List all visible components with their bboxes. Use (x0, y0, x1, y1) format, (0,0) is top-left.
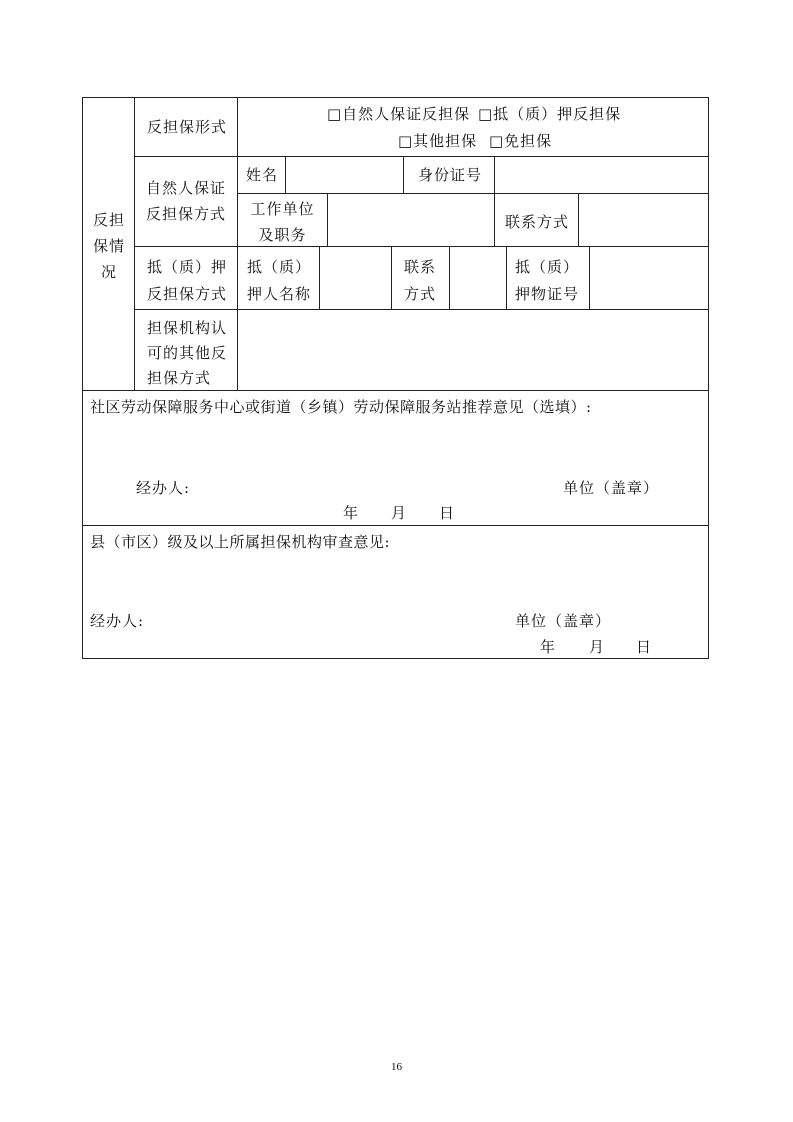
pledge-label-line: 反担保方式 (147, 285, 228, 303)
county-opinion-input[interactable] (90, 556, 700, 608)
col-divider (449, 246, 450, 309)
county-date-month: 月 (589, 638, 606, 656)
collateral-cert-input[interactable] (591, 248, 706, 307)
contact-input[interactable] (580, 195, 706, 244)
pledge-contact-input[interactable] (451, 248, 504, 307)
row-divider (83, 390, 708, 391)
community-unit-label: 单位（盖章） (563, 479, 660, 497)
section-label-line: 况 (100, 263, 117, 281)
row-divider (134, 246, 708, 247)
pledgor-name-label-line: 押人名称 (247, 285, 312, 303)
pledgor-name-input[interactable] (321, 248, 389, 307)
col-divider (134, 98, 135, 390)
community-date-day: 日 (439, 504, 456, 522)
option-pledge[interactable]: □抵（质）押反担保 (478, 105, 622, 123)
county-date-day: 日 (636, 638, 653, 656)
col-divider (327, 193, 328, 246)
county-unit-label: 单位（盖章） (515, 612, 612, 630)
community-date-month: 月 (391, 504, 408, 522)
natural-person-label-line: 反担保方式 (145, 205, 226, 223)
community-handler-label: 经办人: (136, 479, 191, 497)
id-number-label: 身份证号 (418, 166, 483, 184)
pledge-contact-label-line: 方式 (404, 285, 437, 303)
row-divider (134, 156, 708, 157)
col-divider (589, 246, 590, 309)
form-type-label: 反担保形式 (147, 118, 228, 136)
work-unit-label-line: 工作单位 (250, 200, 315, 218)
section-label-line: 反担 (92, 211, 125, 229)
row-divider (83, 525, 708, 526)
pledgor-name-label-line: 抵（质） (247, 258, 312, 276)
pledge-label-line: 抵（质）押 (147, 258, 228, 276)
id-number-input[interactable] (496, 158, 706, 191)
col-divider (391, 246, 392, 309)
collateral-cert-label-line: 抵（质） (515, 258, 580, 276)
county-date-year: 年 (540, 638, 557, 656)
community-opinion-input[interactable] (90, 420, 700, 475)
row-divider (134, 309, 708, 310)
row-divider (237, 193, 708, 194)
page-number: 16 (391, 1061, 402, 1073)
county-handler-label: 经办人: (90, 612, 145, 630)
name-input[interactable] (287, 158, 401, 191)
col-divider (403, 156, 404, 193)
other-method-input[interactable] (239, 311, 706, 388)
col-divider (494, 156, 495, 193)
community-opinion-heading: 社区劳动保障服务中心或街道（乡镇）劳动保障服务站推荐意见（选填）: (90, 398, 592, 416)
community-date-year: 年 (343, 504, 360, 522)
pledge-contact-label-line: 联系 (404, 258, 437, 276)
col-divider (578, 193, 579, 246)
natural-person-label-line: 自然人保证 (145, 179, 226, 197)
contact-label: 联系方式 (505, 213, 570, 231)
other-method-label-line: 担保方式 (147, 369, 212, 387)
collateral-cert-label-line: 押物证号 (515, 285, 580, 303)
name-label: 姓名 (246, 166, 279, 184)
option-natural-person[interactable]: □自然人保证反担保 (327, 105, 471, 123)
option-other[interactable]: □其他担保 (398, 132, 478, 150)
other-method-label-line: 担保机构认 (147, 319, 228, 337)
col-divider (285, 156, 286, 193)
col-divider (319, 246, 320, 309)
work-unit-input[interactable] (329, 195, 492, 244)
other-method-label-line: 可的其他反 (147, 344, 228, 362)
option-none[interactable]: □免担保 (489, 132, 553, 150)
county-opinion-heading: 县（市区）级及以上所属担保机构审查意见: (90, 533, 391, 551)
col-divider (494, 193, 495, 246)
col-divider (506, 246, 507, 309)
section-label-line: 保情 (92, 237, 125, 255)
work-unit-label-line: 及职务 (258, 226, 307, 244)
